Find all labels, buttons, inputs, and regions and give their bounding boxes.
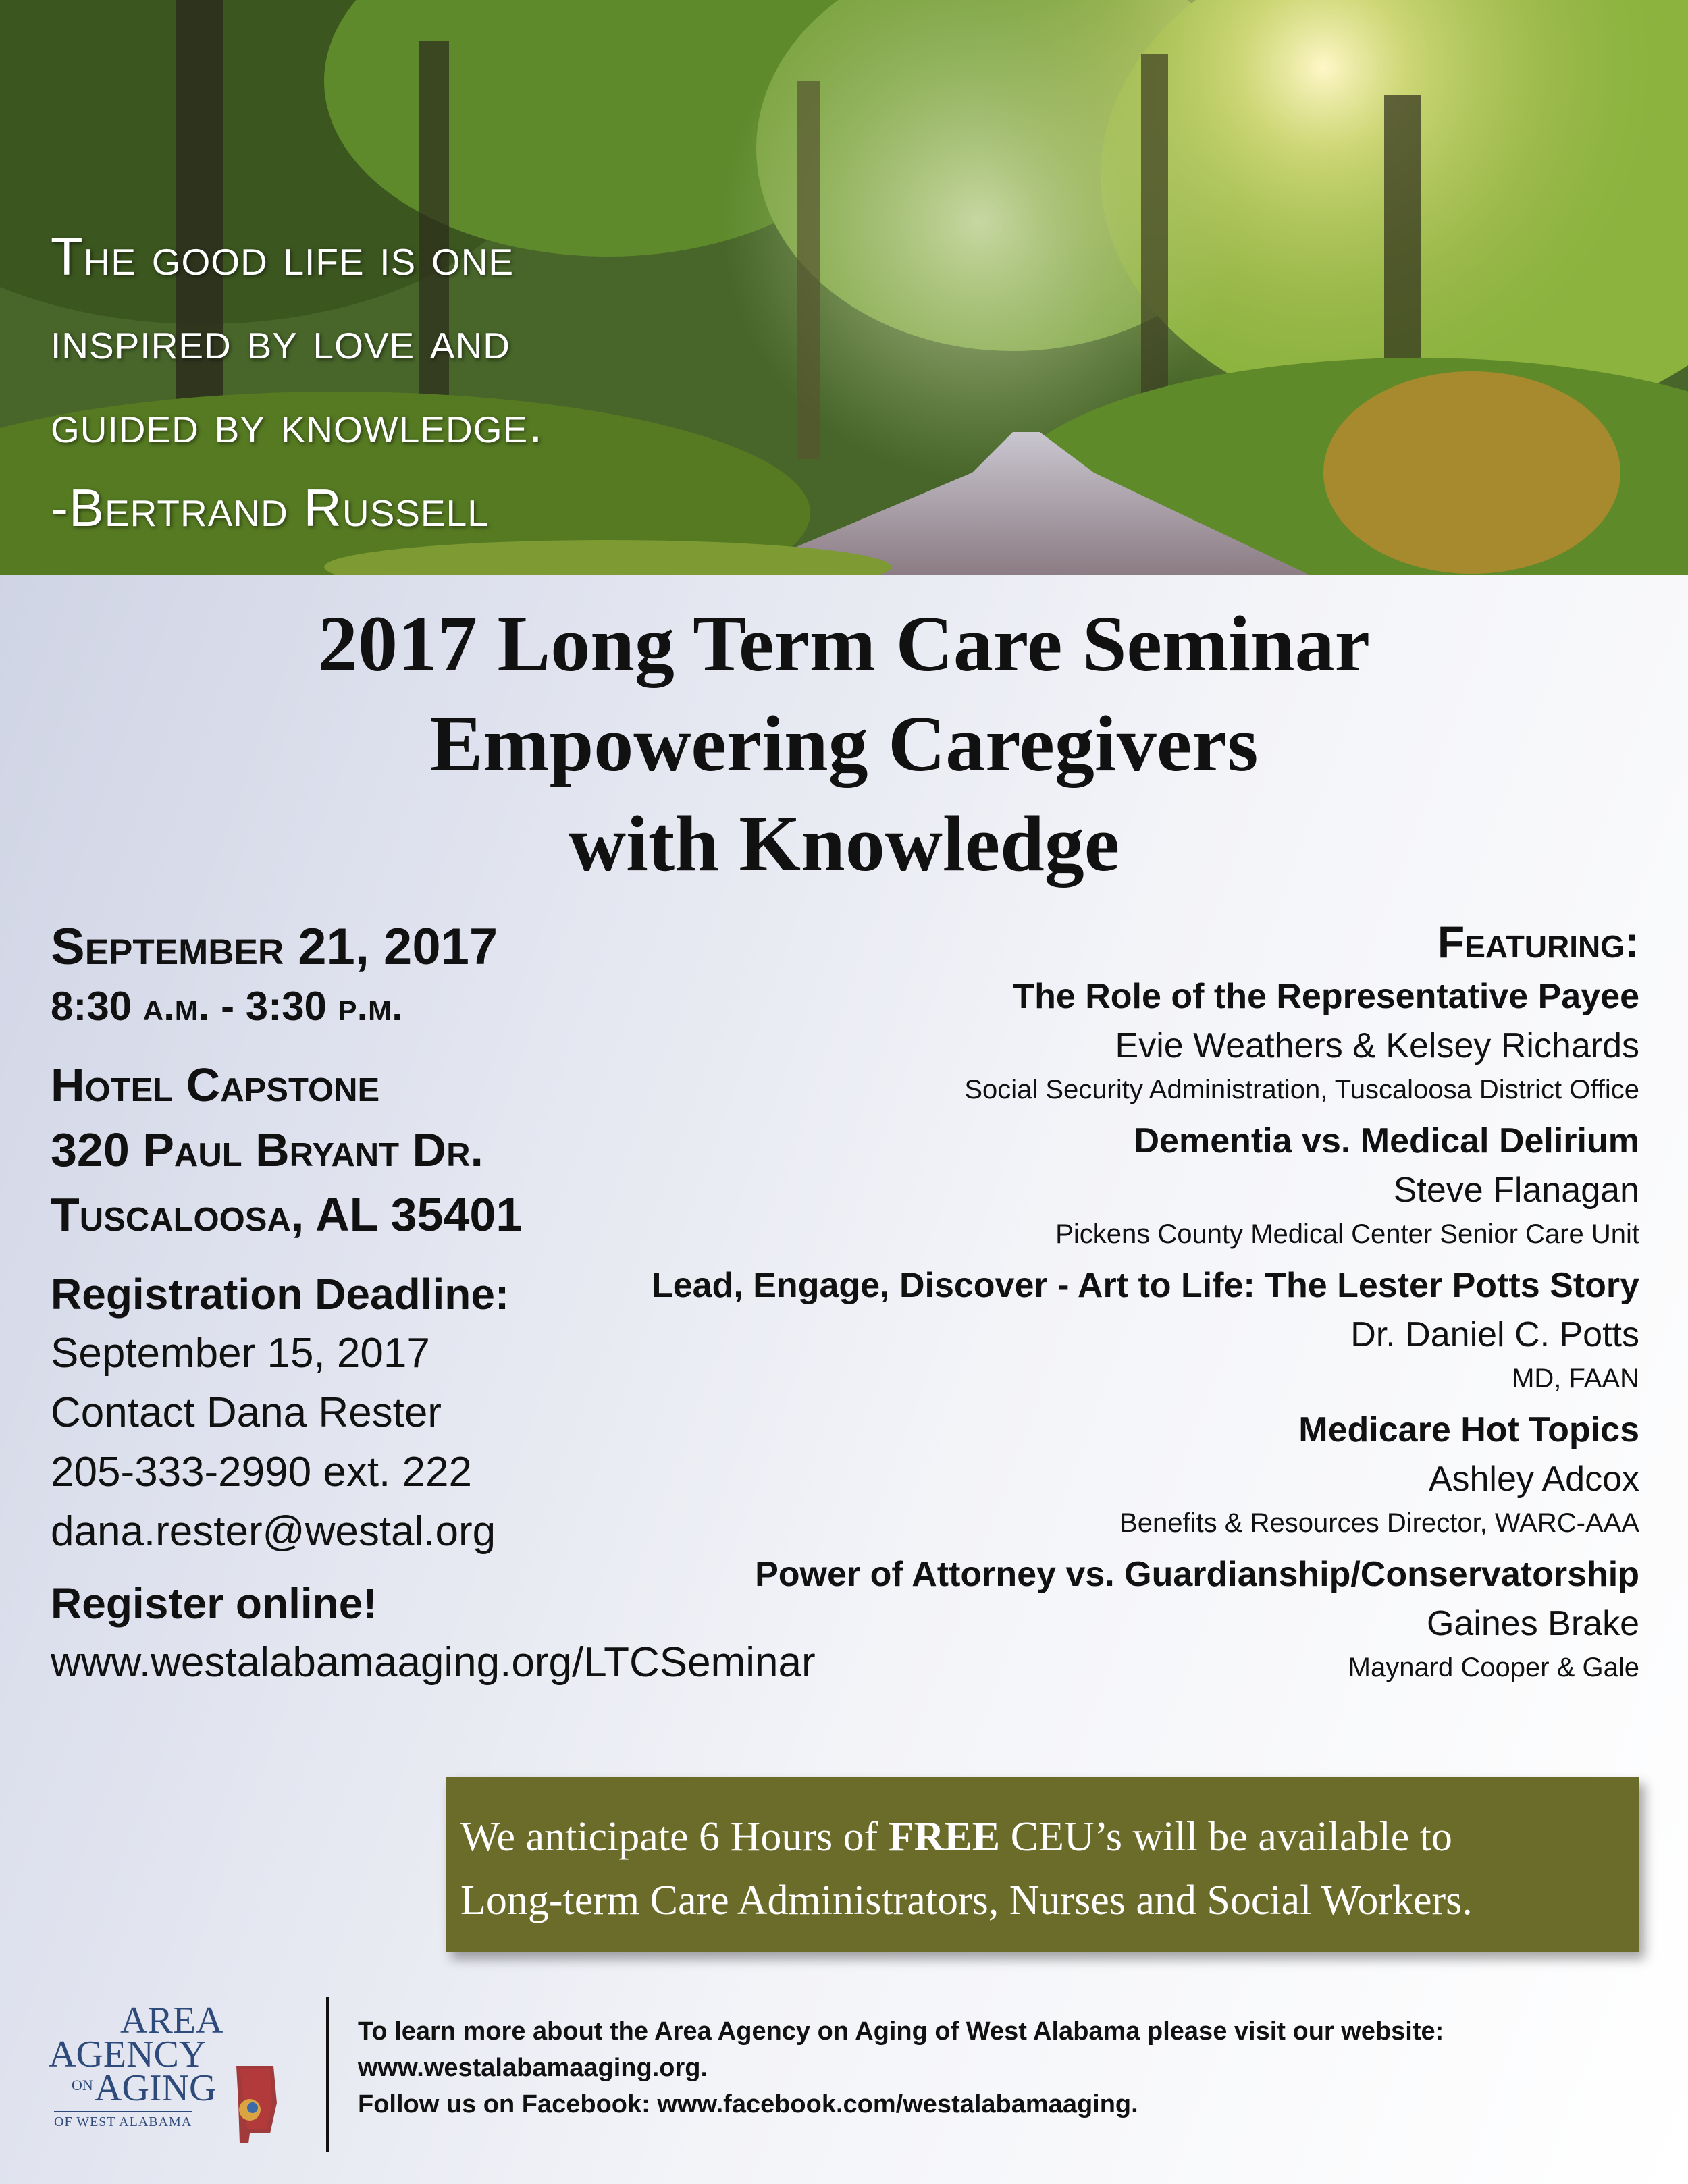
ceu-free-emphasis: FREE bbox=[888, 1814, 1001, 1860]
logo-text-area: AREA bbox=[120, 2000, 223, 2042]
contact-email[interactable]: dana.rester@westal.org bbox=[51, 1508, 496, 1555]
footer-divider bbox=[326, 1997, 329, 2152]
quote-line: guided by knowledge. bbox=[51, 394, 544, 454]
footer-website-link[interactable]: www.westalabamaaging.org. bbox=[358, 2054, 708, 2082]
registration-deadline-label: Registration Deadline: bbox=[51, 1270, 510, 1319]
talk-item bbox=[627, 972, 1639, 1109]
event-time: 8:30 a.m. - 3:30 p.m. bbox=[51, 984, 403, 1029]
talk-speaker: Steve Flanagan bbox=[1393, 1171, 1639, 1210]
footer-info bbox=[358, 2013, 1641, 2123]
talk-speaker: Evie Weathers & Kelsey Richards bbox=[1115, 1026, 1639, 1065]
ceu-notice bbox=[446, 1777, 1639, 1952]
ceu-text: We anticipate 6 Hours of bbox=[460, 1814, 889, 1860]
page-title bbox=[0, 594, 1688, 894]
talk-speaker: Ashley Adcox bbox=[1428, 1460, 1639, 1499]
featuring-section bbox=[627, 911, 1639, 1686]
quote-line: inspired by love and bbox=[51, 311, 511, 370]
venue-name: Hotel Capstone bbox=[51, 1059, 380, 1111]
talk-affiliation: Benefits & Resources Director, WARC-AAA bbox=[1119, 1508, 1639, 1538]
talk-item bbox=[627, 1550, 1639, 1686]
talk-title: Dementia vs. Medical Delirium bbox=[1134, 1121, 1639, 1161]
talk-speaker: Dr. Daniel C. Potts bbox=[1350, 1315, 1639, 1354]
ceu-line-2: Long-term Care Administrators, Nurses and Social Workers. bbox=[460, 1877, 1473, 1923]
venue-street: 320 Paul Bryant Dr. bbox=[51, 1123, 483, 1176]
logo-text-agency: AGENCY bbox=[49, 2033, 207, 2075]
talk-title: The Role of the Representative Payee bbox=[1013, 977, 1639, 1016]
talk-item bbox=[627, 1117, 1639, 1253]
event-date: September 21, 2017 bbox=[51, 918, 498, 976]
logo-text-aging: AGING bbox=[95, 2067, 217, 2109]
talk-item bbox=[627, 1261, 1639, 1397]
footer-line-1: To learn more about the Area Agency on Aging of West Alabama please visit our website: bbox=[358, 2017, 1444, 2046]
registration-deadline-date: September 15, 2017 bbox=[51, 1330, 430, 1377]
talk-affiliation: Pickens County Medical Center Senior Care Unit bbox=[1055, 1219, 1639, 1249]
agency-logo bbox=[47, 2002, 297, 2157]
quote-attribution: -Bertrand Russell bbox=[51, 478, 489, 537]
talk-title: Power of Attorney vs. Guardianship/Conservatorship bbox=[755, 1555, 1639, 1594]
quote bbox=[51, 215, 658, 550]
ceu-line-1 bbox=[460, 1805, 1639, 1869]
talk-affiliation: Maynard Cooper & Gale bbox=[1348, 1653, 1639, 1682]
talk-title: Medicare Hot Topics bbox=[1298, 1410, 1639, 1449]
title-line-3: with Knowledge bbox=[568, 799, 1120, 888]
talk-title: Lead, Engage, Discover - Art to Life: The Lester Potts Story bbox=[651, 1266, 1639, 1305]
title-line-2: Empowering Caregivers bbox=[429, 699, 1259, 788]
talk-item bbox=[627, 1406, 1639, 1542]
title-line-1: 2017 Long Term Care Seminar bbox=[317, 600, 1371, 688]
register-online-link[interactable]: www.westalabamaaging.org/LTCSeminar bbox=[51, 1639, 816, 1686]
talk-speaker: Gaines Brake bbox=[1426, 1604, 1639, 1643]
contact-phone: 205-333-2990 ext. 222 bbox=[51, 1449, 472, 1495]
quote-line: The good life is one bbox=[51, 227, 515, 286]
talk-affiliation: Social Security Administration, Tuscaloosa District Office bbox=[964, 1075, 1639, 1104]
featuring-heading: Featuring: bbox=[1437, 917, 1639, 967]
hero-photo bbox=[0, 0, 1688, 575]
venue-city: Tuscaloosa, AL 35401 bbox=[51, 1188, 523, 1241]
register-online-label: Register online! bbox=[51, 1579, 377, 1628]
ceu-text: CEU’s will be available to bbox=[1000, 1814, 1452, 1860]
logo-text-on: ON bbox=[72, 2077, 93, 2094]
talk-affiliation: MD, FAAN bbox=[1512, 1364, 1639, 1393]
contact-name: Contact Dana Rester bbox=[51, 1389, 442, 1436]
logo-text-west-alabama: OF WEST ALABAMA bbox=[54, 2111, 192, 2130]
footer-facebook-link[interactable]: Follow us on Facebook: www.facebook.com/westalabamaaging. bbox=[358, 2090, 1138, 2119]
